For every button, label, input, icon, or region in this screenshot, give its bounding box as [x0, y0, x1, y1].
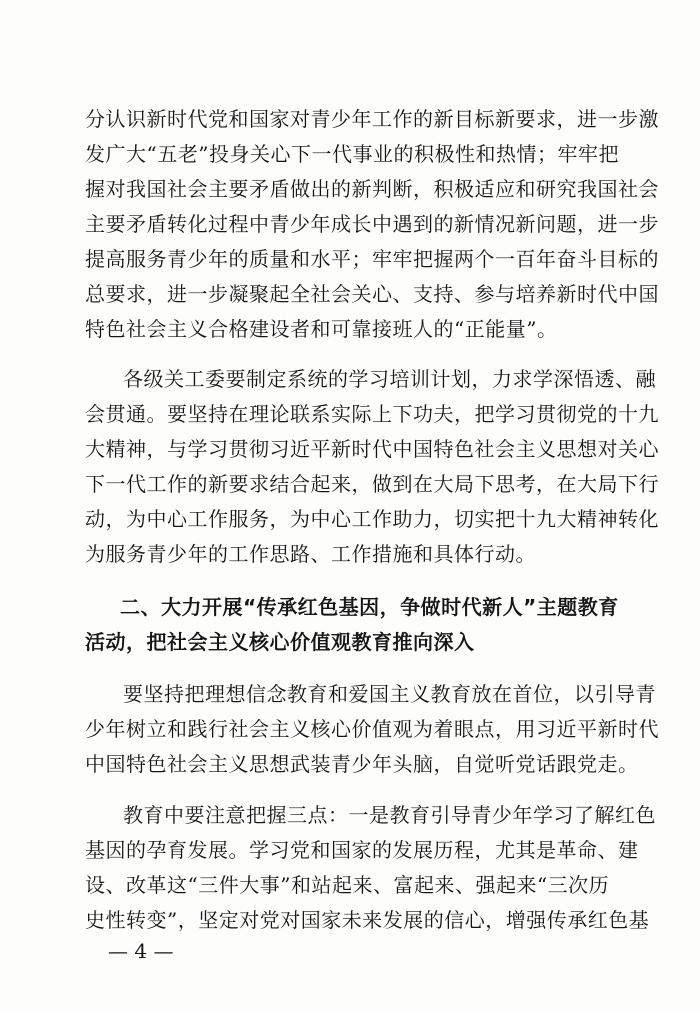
paragraph-start-line: 各级关工委要制定系统的学习培训计划，力求学深悟透、融	[123, 367, 656, 391]
text-line: 设、改革这“三件大事”和站起来、富起来、强起来“三次历	[85, 873, 610, 897]
text-line: 大精神，与学习贯彻习近平新时代中国特色社会主义思想对关心	[85, 437, 659, 461]
text-line: 总要求，进一步凝聚起全社会关心、支持、参与培养新时代中国	[85, 282, 659, 306]
text-line: 主要矛盾转化过程中青少年成长中遇到的新情况新问题，进一步	[85, 212, 659, 236]
text-line: 下一代工作的新要求结合起来，做到在大局下思考，在大局下行	[85, 472, 659, 496]
page-number: — 4 —	[108, 939, 174, 963]
section-heading: 二、大力开展“传承红色基因，争做时代新人”主题教育	[120, 595, 619, 619]
text-line: 分认识新时代党和国家对青少年工作的新目标新要求，进一步激	[85, 107, 659, 131]
text-line: 动，为中心工作服务，为中心工作助力，切实把十九大精神转化	[85, 507, 659, 531]
paragraph-start-line: 要坚持把理想信念教育和爱国主义教育放在首位，以引导青	[123, 682, 656, 706]
paragraph-start-line: 教育中要注意把握三点：一是教育引导青少年学习了解红色	[123, 803, 656, 827]
text-line: 基因的孕育发展。学习党和国家的发展历程，尤其是革命、建	[85, 838, 639, 862]
section-heading-continuation: 活动，把社会主义核心价值观教育推向深入	[85, 630, 475, 654]
text-line: 少年树立和践行社会主义核心价值观为着眼点，用习近平新时代	[85, 717, 659, 741]
text-line: 特色社会主义合格建设者和可靠接班人的“正能量”。	[85, 317, 558, 341]
text-line: 握对我国社会主要矛盾做出的新判断，积极适应和研究我国社会	[85, 177, 659, 201]
text-line: 会贯通。要坚持在理论联系实际上下功夫，把学习贯彻党的十九	[85, 402, 659, 426]
text-line: 为服务青少年的工作思路、工作措施和具体行动。	[85, 542, 536, 566]
text-line: 提高服务青少年的质量和水平；牢牢把握两个一百年奋斗目标的	[85, 247, 659, 271]
text-line: 史性转变”，坚定对党对国家未来发展的信心，增强传承红色基	[85, 908, 650, 932]
text-line: 中国特色社会主义思想武装青少年头脑，自觉听党话跟党走。	[85, 752, 639, 776]
text-line: 发广大“五老”投身关心下一代事业的积极性和热情；牢牢把	[85, 142, 619, 166]
